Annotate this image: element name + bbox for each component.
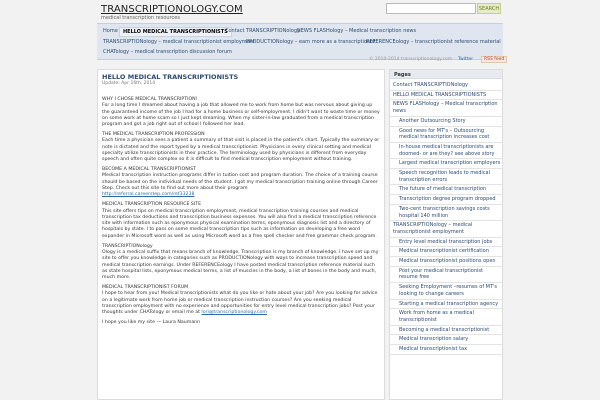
nav-item-productionology[interactable]: PRODUCTIONology – earn more as a transcriptionist: [246, 39, 377, 45]
sidebar-item[interactable]: [390, 283, 503, 299]
sidebar-pages-list: [390, 81, 503, 355]
sidebar: [389, 69, 503, 400]
sidebar-item-label: TRANSCRIPTIONology – medical transcriptionist employment: [393, 222, 473, 235]
section-text: For a long time I dreamed about having a job that allowed me to work from home but was nervous about giving up the guaranteed income of the job I had for a home business or self-employment. I didn't want to waste time or money on some work at home scam so I just kept dreaming. When my sister-in-law graduated from a medical transcription program and got a job right out of school I followed her lead.: [102, 103, 380, 128]
sidebar-item-label: Seeking Employment –resumes of MT's looking to change careers: [399, 284, 498, 297]
sidebar-item-label: NEWS FLASHology – Medical transcription news: [393, 101, 498, 115]
nav-item-transcriptionology[interactable]: TRANSCRIPTIONology – medical transcriptionist employment: [103, 39, 255, 45]
copyright-text: © 2010-2014 transcriptionology.com: [369, 57, 453, 62]
sidebar-item-label: Medical transcriptionist positions open: [399, 258, 496, 265]
sidebar-item[interactable]: [390, 221, 503, 237]
careerstep-referral-link[interactable]: http://referral.careerstep.com/ref33238: [102, 192, 195, 198]
site-title-link[interactable]: TRANSCRIPTIONOLOGY.COM: [101, 4, 243, 15]
section-heading: BECOME A MEDICAL TRANSCRIPTIONIST: [102, 167, 196, 173]
section-text: I hope to hear from you! Medical transcriptionists what do you like or hate about your job? Are you looking for advice on a legitimate work from home job or medical transcription instruction courses? Are you seeking medical transcription employment with no experience and opportunities for entry level medical transcription jobs? Post your thoughts under CHATology or email me at: [102, 291, 378, 316]
sidebar-item[interactable]: [390, 169, 503, 185]
section-forum: [102, 285, 380, 316]
sidebar-item-label: Medical transcription salary: [399, 336, 469, 343]
sidebar-item[interactable]: [390, 326, 503, 336]
nav-item-contact[interactable]: Contact TRANSCRIPTIONology: [225, 28, 301, 34]
section-text: Medical transcription instruction programs differ in tuition cost and program duration. The choice of a training course should be based on the individual needs of the student. I got my medical transcription training online through Career Step. Check out this site to find out more about their program: [102, 173, 378, 192]
site-tagline: medical transcription resources: [101, 15, 180, 21]
sidebar-item[interactable]: [390, 195, 503, 205]
sidebar-item[interactable]: [390, 143, 503, 159]
nav-item-referenceology[interactable]: REFERENCEology – transcriptionist reference material: [366, 39, 501, 45]
sidebar-title: Pages: [394, 72, 411, 78]
sidebar-item-label: Another Outsourcing Story: [399, 117, 466, 124]
section-text: Ology is a medical suffix that means branch of knowledge. Transcription is my branch of knowledge. I have set up my site to offer you knowledge in categories such as PRODUCTIONology with ways to increase transcription speed and medical transcription earnings. Under REFERENCEology I have posted medical transcription reference material such as state hospital lists, eponymous medical terms, a list of muscles in the body, a list of bones in the body and much, much more.: [102, 249, 379, 281]
sidebar-item[interactable]: [390, 127, 503, 143]
sidebar-item-label: Largest medical transcription employers: [399, 160, 501, 167]
sidebar-item-label: Entry level medical transcription jobs: [399, 238, 493, 245]
sidebar-header: [390, 70, 503, 79]
section-resource: [102, 202, 380, 240]
sidebar-item[interactable]: [390, 91, 503, 101]
sidebar-item[interactable]: [390, 185, 503, 195]
sidebar-item[interactable]: [390, 159, 503, 169]
sidebar-item-label: Work from home as a medical transcriptionist: [399, 310, 474, 323]
sidebar-item-label: In-house medical transcriptionists are doomed- or are they? see above story: [399, 143, 495, 157]
sidebar-item-label: Speech recognition leads to medical transcription errors: [399, 170, 490, 183]
sidebar-item-label: Becoming a medical transcriptionist: [399, 326, 490, 333]
sidebar-item-label: HELLO MEDICAL TRANSCRIPTIONISTS: [393, 91, 487, 98]
sidebar-item-label: Starting a medical transcription agency: [399, 300, 499, 307]
sidebar-item[interactable]: [390, 247, 503, 257]
sidebar-item[interactable]: [390, 267, 503, 283]
sidebar-item-label: Medical transcriptionist tax: [399, 346, 468, 353]
sidebar-item-label: Medical transcriptionist certification: [399, 248, 489, 255]
section-heading: THE MEDICAL TRANSCRIPTION PROFESSION: [102, 132, 205, 138]
nav-item-chatology[interactable]: CHATology – medical transcription discussion forum: [103, 49, 232, 55]
search-input[interactable]: [386, 3, 476, 14]
sidebar-item[interactable]: [390, 117, 503, 127]
sidebar-item-label: Post your medical transcriptionist resume free: [399, 267, 483, 281]
nav-item-home[interactable]: Home: [103, 28, 118, 34]
section-text: This site offers tips on medical transcription employment, medical transcription training courses and medical transcription tax deductions and transcription business expenses. You will also find a medical transcription reference site with information such as eponymous physical examination terms, eponymous diagnosis list and a directory of hospitals by state. I to pass on some medical transcription tips such as information on developing a free word expander in Microsoft word as well as using Microsoft word as a free spell checker and free grammar check program.: [102, 208, 377, 239]
twitter-link[interactable]: Twitter: [458, 57, 474, 62]
sidebar-item-label: Two-cent transcription savings costs hospital 140 million: [399, 205, 490, 219]
section-ology: [102, 244, 380, 282]
sidebar-item[interactable]: [390, 309, 503, 325]
sidebar-item[interactable]: [390, 257, 503, 267]
sidebar-item-label: Transcription degree program dropped: [399, 196, 496, 203]
section-why: [102, 97, 380, 128]
sidebar-item[interactable]: [390, 100, 503, 116]
main-nav: [97, 23, 503, 60]
section-become: [102, 167, 380, 198]
section-text: Each time a physician sees a patient a summary of that visit is placed in the patient's chart. Typically the summary or note is dictated and the report typed by a medical transcriptionist. Physicians in every clinical setting and medical specialty utilize transcriptionists in their practice. The terminology used by physicians is different from everyday speech and often quite complex so it is difficult to find medical transcription employment without training.: [102, 138, 380, 163]
sidebar-item[interactable]: [390, 345, 503, 355]
sidebar-item[interactable]: [390, 205, 503, 221]
section-heading: MEDICAL TRANSCRIPTIONIST FORUM: [102, 284, 189, 290]
section-heading: WHY I CHOSE MEDICAL TRANSCRIPTION!: [102, 97, 198, 102]
post-body: [102, 97, 380, 330]
rss-feed-link[interactable]: RSS feed: [481, 56, 507, 63]
post-content: [97, 69, 385, 400]
sidebar-item[interactable]: [390, 81, 503, 91]
sidebar-item-label: Contact TRANSCRIPTIONology: [393, 82, 469, 88]
section-heading: TRANSCRIPTIONology: [102, 243, 153, 249]
search-button[interactable]: SEARCH: [477, 3, 501, 14]
sidebar-item-label: The future of medical transcription: [399, 186, 487, 193]
sidebar-item[interactable]: [390, 335, 503, 345]
section-heading: MEDICAL TRANSCRIPTION RESOURCE SITE: [102, 202, 202, 208]
post-signature: I hope you like my site — Laura Naumann: [102, 320, 201, 326]
sidebar-item[interactable]: [390, 238, 503, 248]
post-title[interactable]: HELLO MEDICAL TRANSCRIPTIONISTS: [102, 73, 239, 81]
email-link[interactable]: lori@transcriptionology.com: [201, 310, 267, 316]
post-date: Update: Apr 16th, 2014: [102, 81, 156, 86]
sidebar-item[interactable]: [390, 300, 503, 310]
section-profession: [102, 132, 380, 163]
nav-item-news[interactable]: NEWS FLASHology – Medical transcription news: [297, 28, 417, 34]
site-header: [0, 0, 600, 24]
sidebar-item-label: Good news for MT's – Outsourcing medical transcription increases cost: [399, 127, 490, 141]
nav-item-hello[interactable]: HELLO MEDICAL TRANSCRIPTIONISTS: [119, 27, 232, 37]
